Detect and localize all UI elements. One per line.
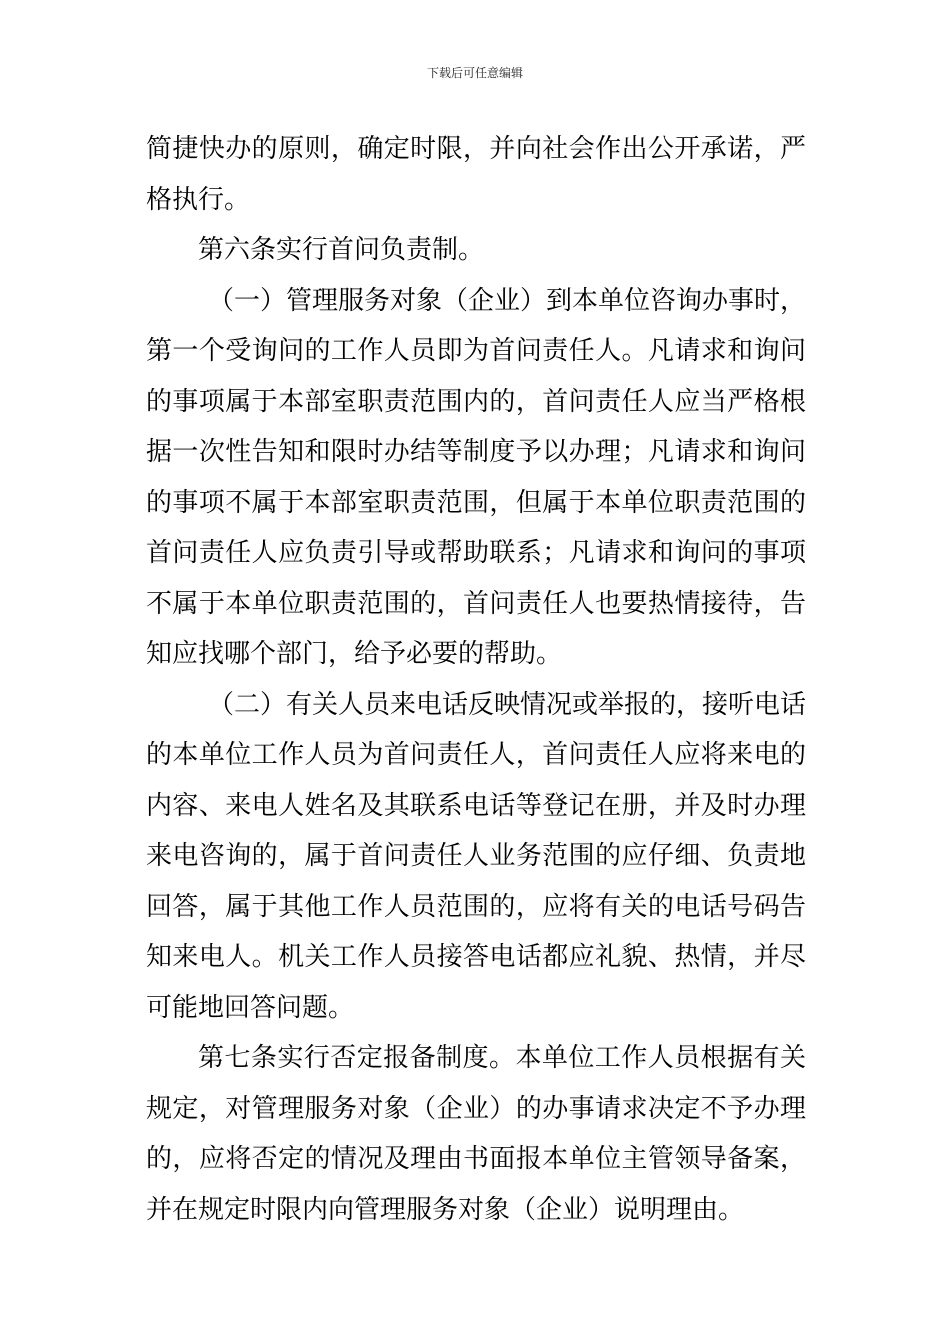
clause-heading-line [146, 276, 806, 327]
text-line: 据一次性告知和限时办结等制度予以办理；凡请求和询问 [146, 437, 806, 467]
text-line: 的，应将否定的情况及理由书面报本单位主管领导备案， [146, 1144, 806, 1174]
text-line: 的本单位工作人员为首问责任人，首问责任人应将来电的 [146, 740, 806, 770]
document-body [146, 124, 806, 1235]
article-6-text: 第六条实行首问负责制。 [198, 235, 485, 265]
text-line: 可能地回答问题。 [146, 992, 355, 1023]
text-line: 的事项属于本部室职责范围内的，首问责任人应当严格根 [146, 386, 806, 417]
text-line: 格执行。 [146, 184, 251, 215]
text-line: 内容、来电人姓名及其联系电话等登记在册，并及时办理 [146, 790, 806, 821]
text-line: 回答，属于其他工作人员范围的，应将有关的电话号码告 [146, 891, 806, 922]
clause-2-text: （二）有关人员来电话反映情况或举报的，接听电话 [208, 689, 807, 720]
text-line: 简捷快办的原则，确定时限，并向社会作出公开承诺，严 [146, 134, 806, 164]
article-7-text: 第七条实行否定报备制度。本单位工作人员根据有关 [198, 1043, 806, 1073]
text-line: 规定，对管理服务对象（企业）的办事请求决定不予办理 [146, 1093, 806, 1124]
clause-1-text: （一）管理服务对象（企业）到本单位咨询办事时， [208, 285, 807, 316]
text-line: 并在规定时限内向管理服务对象（企业）说明理由。 [146, 1194, 745, 1225]
text-line: 的事项不属于本部室职责范围，但属于本单位职责范围的 [146, 487, 806, 518]
text-line: 知来电人。机关工作人员接答电话都应礼貌、热情，并尽 [146, 942, 806, 972]
article-heading-line [146, 1033, 806, 1084]
article-heading [146, 225, 806, 276]
text-line: 不属于本单位职责范围的，首问责任人也要热情接待，告 [146, 588, 806, 619]
text-line: 第一个受询问的工作人员即为首问责任人。凡请求和询问 [146, 336, 806, 366]
clause-heading-line [146, 680, 806, 731]
text-line: 首问责任人应负责引导或帮助联系；凡请求和询问的事项 [146, 538, 806, 568]
text-line: 知应找哪个部门，给予必要的帮助。 [146, 639, 563, 669]
text-line: 来电咨询的，属于首问责任人业务范围的应仔细、负责地 [146, 841, 806, 871]
page-header-note: 下载后可任意编辑 [426, 66, 523, 80]
